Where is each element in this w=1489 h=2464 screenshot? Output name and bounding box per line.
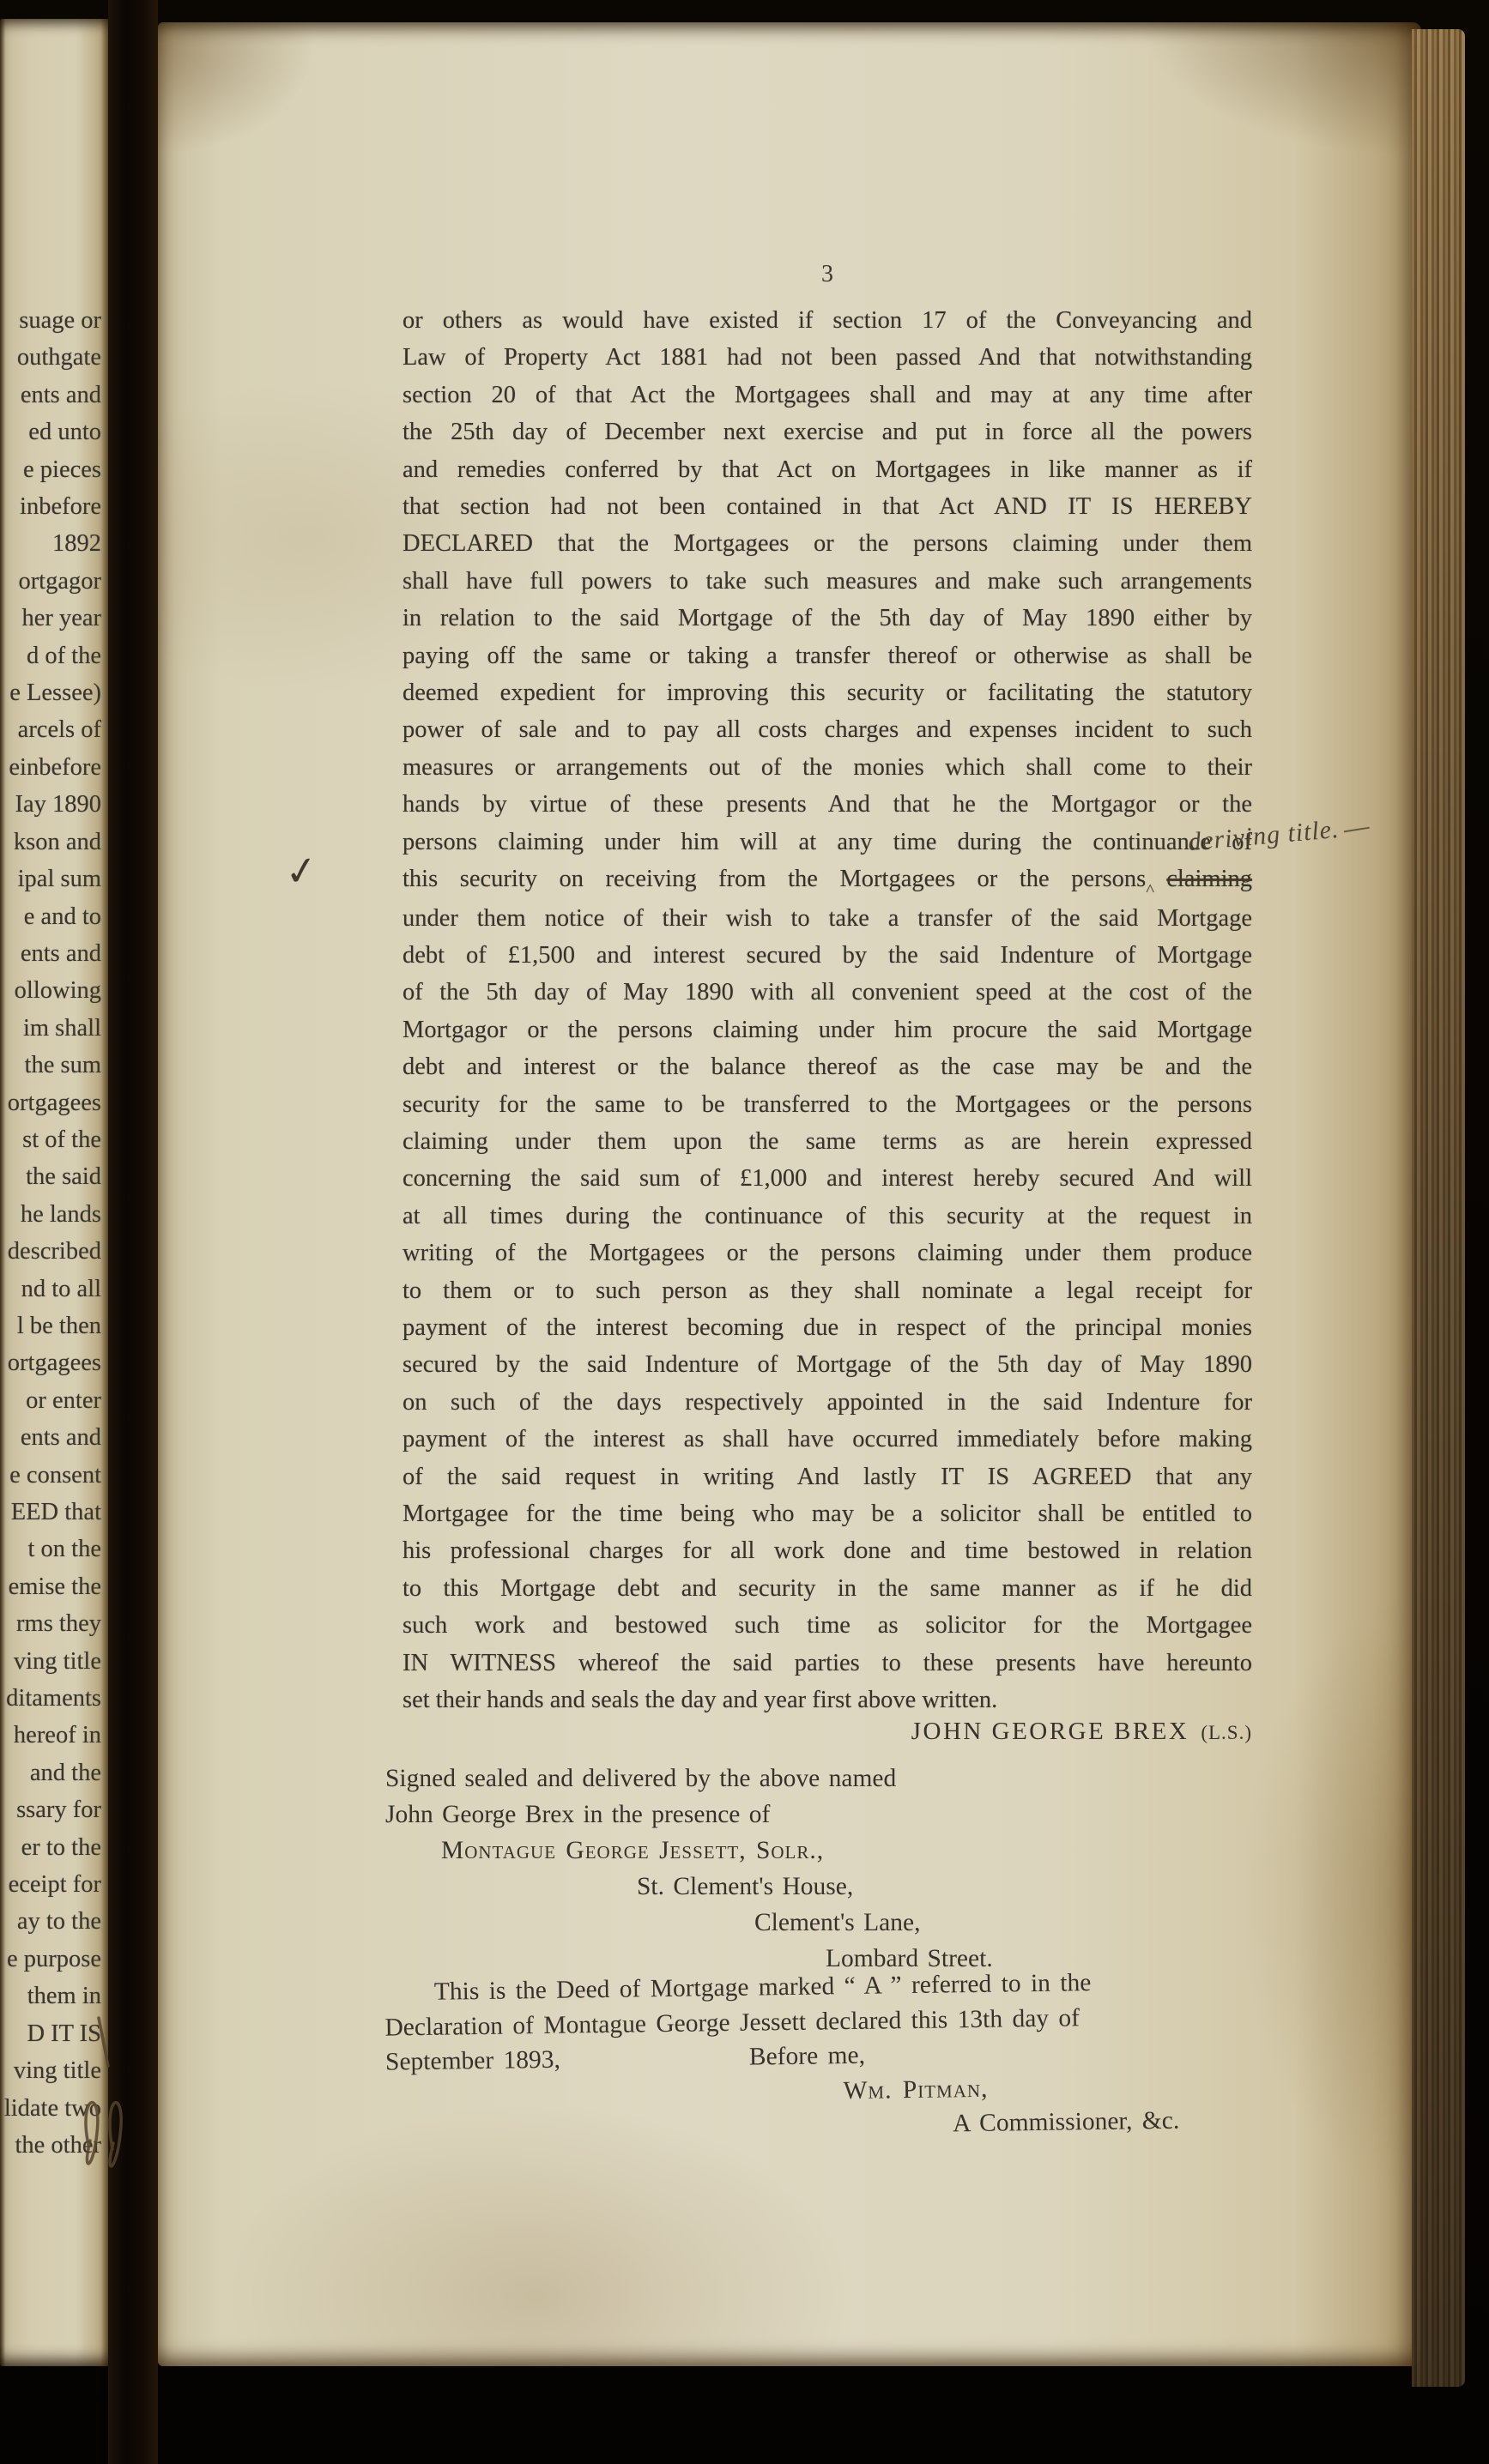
jurat-block [157,1961,1423,2153]
text-line: of the said request in writing And lastly IT IS AGREED that any [403,1463,1252,1490]
text-fragment: described [7,1238,101,1265]
text-fragment: her year [21,605,101,632]
jurat-date: September 1893, [384,2045,561,2076]
text-line: writing of the Mortgagees or the persons claiming under them produce [403,1240,1252,1267]
previous-page-text-fragments [0,302,101,2164]
text-line: shall have full powers to take such measures and make such arrangements [403,567,1252,595]
witness-address-1: St. Clement's House, [637,1873,854,1900]
text-line: measures or arrangements out of the monies which shall come to their [403,753,1252,781]
text-fragment: e consent [9,1461,101,1489]
signatory-name: JOHN GEORGE BREX [911,1718,1189,1745]
text-line: persons claiming under him will at any time during the continuance of [403,828,1252,855]
text-line: secured by the said Indenture of Mortgage of the 5th day of May 1890 [403,1351,1252,1379]
text-fragment: the other [15,2131,101,2159]
jurat-line-1: This is the Deed of Mortgage marked “ A ” referred to in the [433,1969,1092,2006]
text-line: power of sale and to pay all costs charges and expenses incident to such [403,716,1252,744]
text-fragment: rms they [16,1610,101,1638]
text-fragment: st of the [22,1126,101,1153]
text-fragment: ving title [13,2057,101,2085]
text-line: or others as would have existed if section 17 of the Conveyancing and [403,307,1252,334]
text-line: the 25th day of December next exercise and put in force all the powers [403,419,1252,446]
text-fragment: e Lessee) [9,679,101,707]
text-line: and remedies conferred by that Act on Mortgagees in like manner as if [403,456,1252,483]
text-fragment: e and to [23,903,101,930]
body-text [403,302,1252,1718]
witness-address-2: Clement's Lane, [754,1909,921,1936]
text-fragment: and the [29,1759,101,1786]
text-line: that section had not been contained in that Act AND IT IS HEREBY [403,493,1252,521]
body-special-line [403,861,1252,899]
text-fragment: ollowing [14,977,101,1005]
text-fragment: ortgagees [7,1089,101,1116]
jurat-line-2: Declaration of Montague George Jessett declared this 13th day of [384,2003,1080,2042]
text-line: of the 5th day of May 1890 with all convenient speed at the cost of the [403,979,1252,1006]
text-fragment: im shall [22,1014,101,1042]
text-line: payment of the interest as shall have occurred immediately before making [403,1426,1252,1453]
text-line: on such of the days respectively appointed in the said Indenture for [403,1388,1252,1416]
text-line: at all times during the continuance of this security at the request in [403,1202,1252,1229]
caret-insertion-mark: ^ [1146,880,1155,899]
text-fragment: ay to the [16,1908,101,1936]
text-fragment: kson and [13,828,101,855]
text-fragment: ed unto [28,419,101,446]
text-fragment: ssary for [16,1797,101,1824]
book-fore-edge-pages [1412,29,1465,2387]
text-fragment: d of the [26,642,101,669]
body-lines-after [403,900,1252,1719]
text-line: security for the same to be transferred to the Mortgagees or the persons [403,1090,1252,1118]
text-line: Mortgagee for the time being who may be a solicitor shall be entitled to [403,1501,1252,1527]
text-line: debt of £1,500 and interest secured by the said Indenture of Mortgage [403,941,1252,969]
text-line: to this Mortgage debt and security in the same manner as if he did [403,1574,1252,1602]
text-line: section 20 of that Act the Mortgagees shall and may at any time after [403,381,1252,408]
text-fragment: the said [26,1163,101,1191]
text-fragment: ortgagor [18,567,101,595]
text-fragment: inbefore [20,493,101,521]
attestation-line-1: Signed sealed and delivered by the above named [385,1765,897,1792]
text-fragment: the sum [24,1052,101,1079]
text-fragment: ipal sum [17,866,101,893]
text-line: hands by virtue of these presents And that he the Mortgagor or the [403,791,1252,818]
text-line: claiming under them upon the same terms as are herein expressed [403,1127,1252,1155]
handwritten-annotation: deriving title. [1187,812,1371,857]
text-fragment: 1892 [52,530,101,558]
text-line: in relation to the said Mortgage of the 5th day of May 1890 either by [403,605,1252,632]
attestation-block [158,1760,1421,1977]
text-line: Law of Property Act 1881 had not been passed And that notwithstanding [403,344,1252,371]
text-fragment: arcels of [17,716,101,744]
text-fragment: einbefore [9,753,101,781]
signature-line [403,1718,1252,1746]
text-fragment: he lands [20,1200,101,1228]
text-fragment: er to the [21,1833,101,1861]
text-line: under them notice of their wish to take a transfer of the said Mortgage [403,904,1252,932]
text-fragment: ortgagees [7,1350,101,1377]
page-number: 3 [821,261,833,287]
text-line: Mortgagor or the persons claiming under him procure the said Mortgage [403,1016,1252,1043]
margin-checkmark: ✓ [281,845,322,897]
text-line: DECLARED that the Mortgagees or the persons claiming under them [403,530,1252,558]
text-fragment: ents and [20,1424,101,1452]
special-line-text: this security on receiving from the Mortgagees or the persons [403,866,1147,893]
text-line: his professional charges for all work done and time bestowed in relation [403,1537,1252,1565]
struck-word: claiming [1166,866,1252,893]
text-line: paying off the same or taking a transfer thereof or otherwise as shall be [403,642,1252,669]
text-fragment: outhgate [16,344,101,371]
body-lines-before [403,302,1252,861]
text-fragment: EED that [10,1499,101,1525]
text-fragment: eceipt for [8,1871,101,1899]
text-fragment: t on the [27,1536,101,1563]
text-fragment: ving title [13,1647,101,1675]
text-fragment: lidate two [3,2094,101,2122]
text-fragment: or enter [26,1386,101,1414]
text-fragment: e pieces [23,456,101,483]
text-fragment: D IT IS [27,2020,101,2047]
witness-name: Montague George Jessett, Solr., [441,1837,825,1864]
text-fragment: e purpose [6,1945,101,1972]
text-line: such work and bestowed such time as solicitor for the Mortgagee [403,1612,1252,1640]
before-me-label: Before me, [748,2041,866,2071]
text-fragment: l be then [16,1312,101,1339]
seal-abbreviation: (L.S.) [1201,1722,1252,1743]
text-fragment: Iay 1890 [15,791,101,818]
text-fragment: nd to all [21,1275,101,1302]
text-fragment: ditaments [6,1685,101,1712]
document-page [158,22,1421,2366]
text-fragment: emise the [8,1573,101,1600]
attestation-line-2: John George Brex in the presence of [385,1801,771,1828]
text-fragment: them in [27,1983,101,2010]
text-fragment: ents and [20,939,101,967]
text-line: concerning the said sum of £1,000 and interest hereby secured And will [403,1165,1252,1193]
text-line: payment of the interest becoming due in respect of the principal monies [403,1314,1252,1341]
commissioner-title: A Commissioner, &c. [952,2106,1180,2138]
text-fragment: suage or [19,307,101,334]
text-fragment: ents and [20,381,101,408]
handwritten-pen-marks [73,1965,185,2222]
text-fragment: hereof in [13,1722,101,1749]
commissioner-name: Wm. Pitman, [843,2074,989,2105]
text-line: IN WITNESS whereof the said parties to these presents have hereunto [403,1649,1252,1676]
text-line: debt and interest or the balance thereof as the case may be and the [403,1054,1252,1081]
text-line: to them or to such person as they shall nominate a legal receipt for [403,1277,1252,1304]
text-line: set their hands and seals the day and year first above written. [403,1687,998,1714]
witness-address-3: Lombard Street. [826,1945,993,1972]
text-line: deemed expedient for improving this security or facilitating the statutory [403,679,1252,707]
